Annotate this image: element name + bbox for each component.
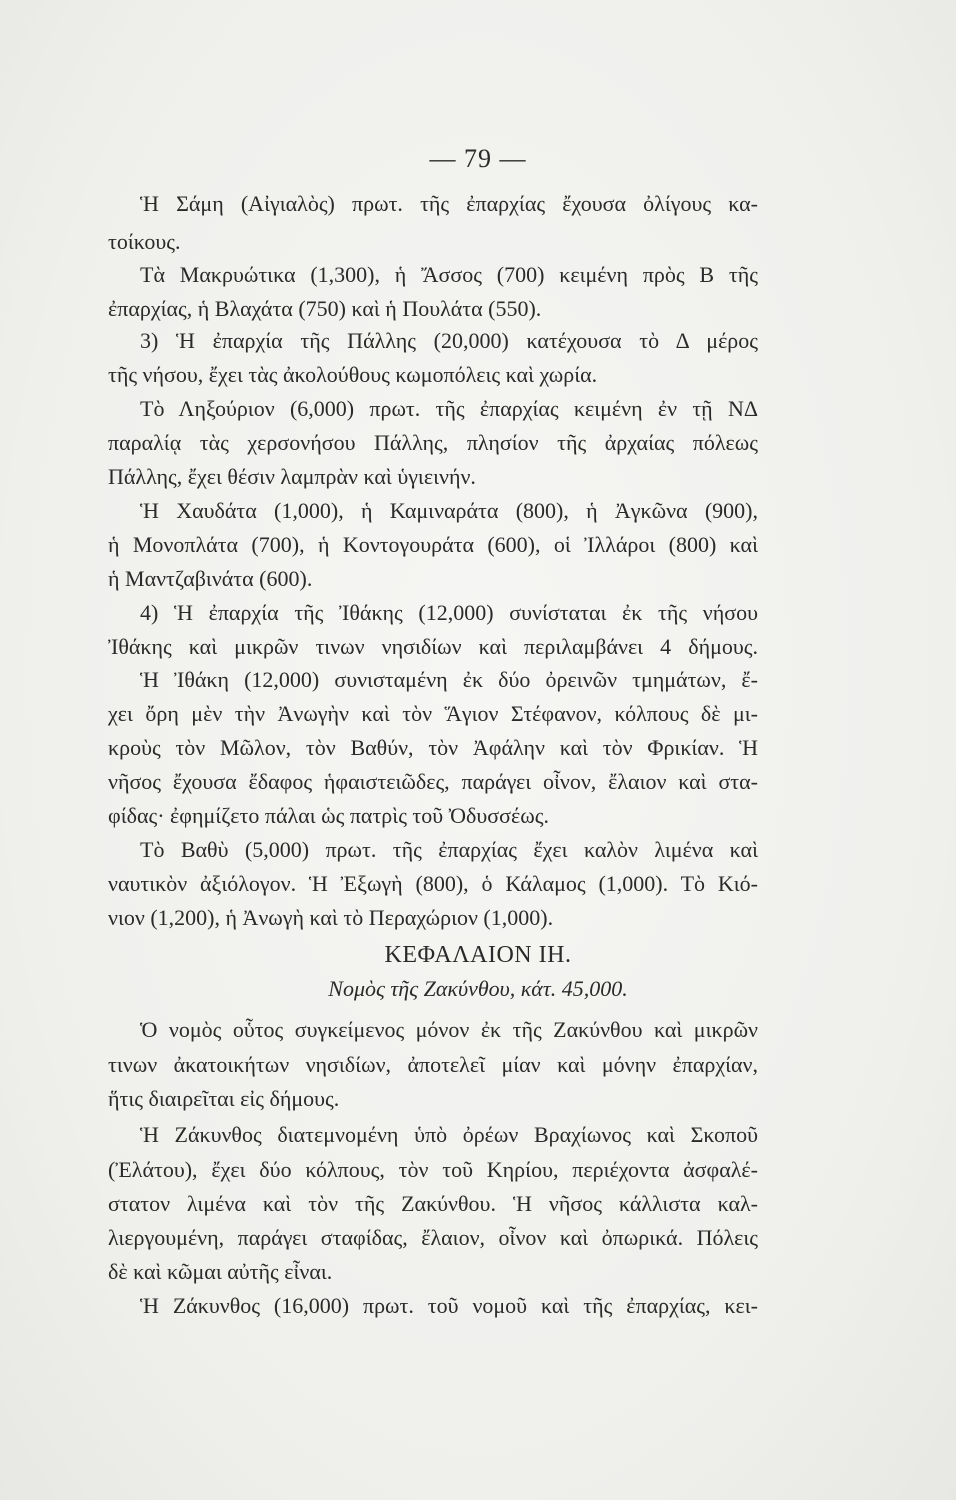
- text-line: παραλίᾳ τὰς χερσονήσου Πάλλης, πλησίον τῆς ἀρχαίας πόλεως: [108, 430, 758, 455]
- text-line: χει ὄρη μὲν τὴν Ἀνωγὴν καὶ τὸν Ἅγιον Στέφανον, κόλπους δὲ μι-: [108, 701, 758, 726]
- text-line: τοίκους.: [108, 229, 181, 254]
- text-line: (Ἐλάτου), ἔχει δύο κόλπους, τὸν τοῦ Κηρίου, περιέχοντα ἀσφαλέ-: [108, 1157, 758, 1182]
- text-line: Ἡ Ζάκυνθος (16,000) πρωτ. τοῦ νομοῦ καὶ τῆς ἐπαρχίας, κει-: [140, 1293, 758, 1318]
- text-line: ἐπαρχίας, ἡ Βλαχάτα (750) καὶ ἡ Πουλάτα (550).: [108, 296, 542, 321]
- text-line: Τὸ Βαθὺ (5,000) πρωτ. τῆς ἐπαρχίας ἔχει καλὸν λιμένα καὶ: [140, 837, 758, 862]
- chapter-subheading: Νομὸς τῆς Ζακύνθου, κάτ. 45,000.: [328, 976, 628, 1001]
- text-line: στατον λιμένα καὶ τὸν τῆς Ζακύνθου. Ἡ νῆσος κάλλιστα καλ-: [108, 1191, 758, 1216]
- text-line: Τὰ Μακρυώτικα (1,300), ἡ Ἄσσος (700) κειμένη πρὸς Β τῆς: [140, 262, 758, 287]
- text-line: Τὸ Ληξούριον (6,000) πρωτ. τῆς ἐπαρχίας κειμένη ἐν τῇ ΝΔ: [140, 396, 758, 421]
- text-line: νῆσος ἔχουσα ἔδαφος ἡφαιστειῶδες, παράγει οἶνον, ἔλαιον καὶ στα-: [108, 769, 758, 794]
- text-line: ἡ Μονοπλάτα (700), ἡ Κοντογουράτα (600), οἱ Ἰλλάροι (800) καὶ: [108, 532, 758, 557]
- text-line: Ἡ Χαυδάτα (1,000), ἡ Καμιναράτα (800), ἡ Ἀγκῶνα (900),: [140, 498, 758, 523]
- text-line: 4) Ἡ ἐπαρχία τῆς Ἰθάκης (12,000) συνίσταται ἐκ τῆς νήσου: [140, 600, 758, 625]
- page-number: — 79 —: [429, 144, 527, 173]
- text-line: Ἰθάκης καὶ μικρῶν τινων νησιδίων καὶ περιλαμβάνει 4 δήμους.: [108, 634, 758, 659]
- text-line: ἡ Μαντζαβινάτα (600).: [108, 566, 313, 591]
- text-line: Ἡ Ἰθάκη (12,000) συνισταμένη ἐκ δύο ὀρεινῶν τμημάτων, ἔ-: [140, 667, 758, 692]
- text-line: λιεργουμένη, παράγει σταφίδας, ἔλαιον, οἶνον καὶ ὀπωρικά. Πόλεις: [108, 1225, 758, 1250]
- text-line: Ὁ νομὸς οὗτος συγκείμενος μόνον ἐκ τῆς Ζακύνθου καὶ μικρῶν: [140, 1017, 758, 1042]
- text-line: τῆς νήσου, ἔχει τὰς ἀκολούθους κωμοπόλεις καὶ χωρία.: [108, 362, 598, 387]
- text-line: τινων ἀκατοικήτων νησιδίων, ἀποτελεῖ μίαν καὶ μόνην ἐπαρχίαν,: [108, 1052, 758, 1077]
- text-line: νιον (1,200), ἡ Ἀνωγὴ καὶ τὸ Περαχώριον (1,000).: [108, 905, 554, 930]
- text-line: Πάλλης, ἔχει θέσιν λαμπρὰν καὶ ὑγιεινήν.: [108, 464, 476, 489]
- text-line: 3) Ἡ ἐπαρχία τῆς Πάλλης (20,000) κατέχουσα τὸ Δ μέρος: [140, 328, 758, 353]
- text-line: ναυτικὸν ἀξιόλογον. Ἡ Ἐξωγὴ (800), ὁ Κάλαμος (1,000). Τὸ Κιό-: [108, 871, 758, 896]
- text-line: Ἡ Σάμη (Αἰγιαλὸς) πρωτ. τῆς ἐπαρχίας ἔχουσα ὀλίγους κα-: [140, 191, 758, 216]
- text-line: Ἡ Ζάκυνθος διατεμνομένη ὑπὸ ὀρέων Βραχίωνος καὶ Σκοποῦ: [140, 1122, 758, 1147]
- text-line: δὲ καὶ κῶμαι αὐτῆς εἶναι.: [108, 1259, 333, 1284]
- text-line: κροὺς τὸν Μῶλον, τὸν Βαθύν, τὸν Ἀφάλην καὶ τὸν Φρικίαν. Ἡ: [108, 735, 758, 760]
- text-line: ἥτις διαιρεῖται εἰς δήμους.: [108, 1086, 340, 1111]
- chapter-heading: ΚΕΦΑΛΑΙΟΝ ΙΗ.: [384, 942, 572, 968]
- text-line: φίδας· ἐφημίζετο πάλαι ὡς πατρὶς τοῦ Ὀδυσσέως.: [108, 803, 549, 828]
